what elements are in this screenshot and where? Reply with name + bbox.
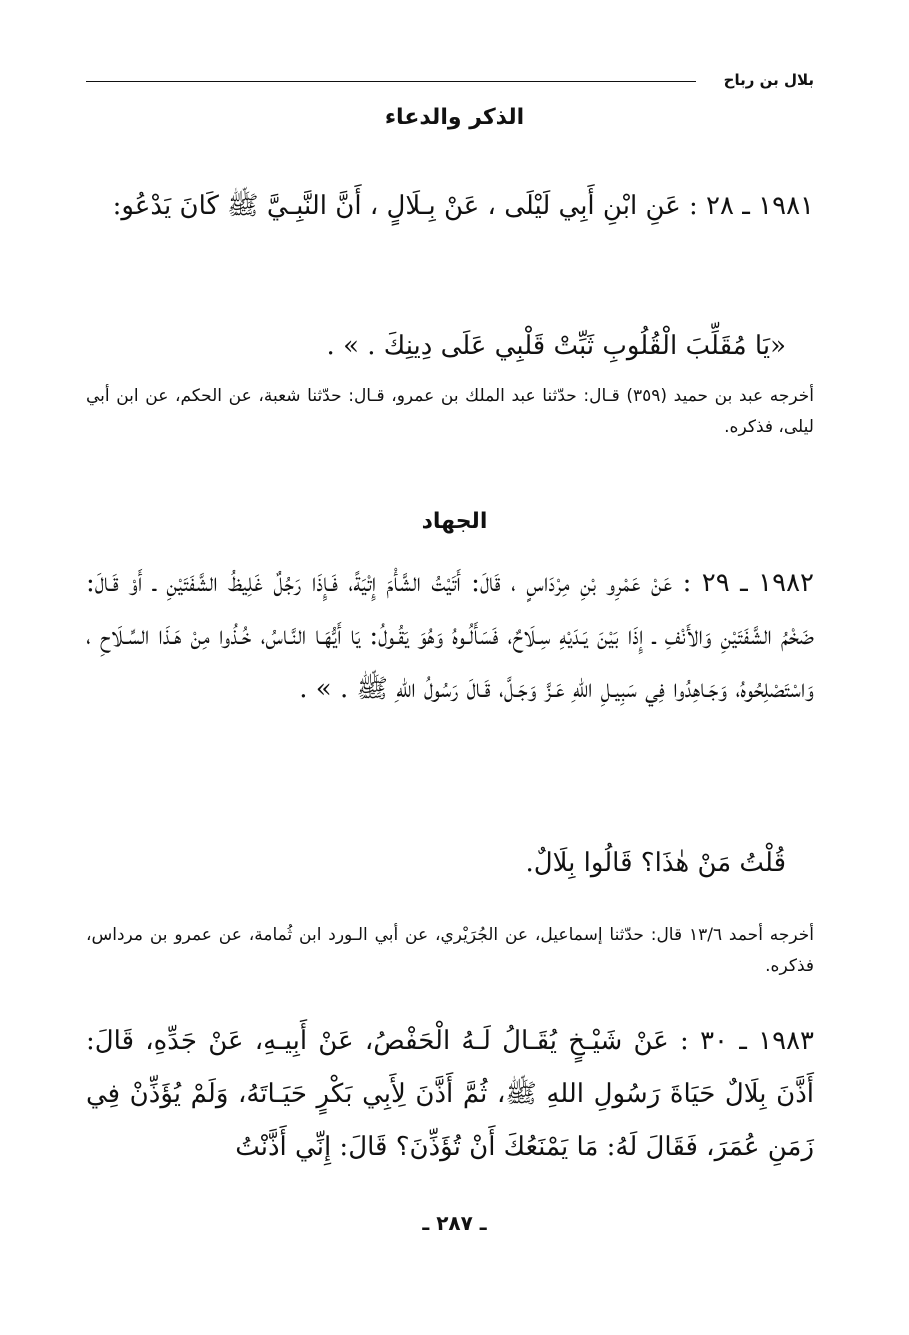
hadith-1982-question: قُلْتُ مَنْ هٰذَا؟ قَالُوا بِلَالٌ. xyxy=(525,848,786,878)
hadith-1983-text: ١٩٨٣ ـ ٣٠ : عَنْ شَيْـخٍ يُقَـالُ لَـهُ الْحَفْصُ، عَنْ أَبِيـهِ، عَنْ جَدِّهِ، قَالَ: أَذَّنَ بِلَالٌ حَيَاةَ رَسُولِ اللهِ ﷺ، ثُمَّ أَذَّنَ لِأَبِي بَكْرٍ حَيَـاتَهُ، وَلَمْ يُؤَذِّنْ فِي زَمَنِ عُمَرَ، فَقَالَ لَهُ: مَا يَمْنَعُكَ أَنْ تُؤَذِّنَ؟ قَالَ: إِنِّي أَذَّنْتُ xyxy=(86,1026,814,1162)
hadith-1982-text: ١٩٨٢ ـ ٢٩ : عَنْ عَمْرِو بْنِ مِرْدَاسٍ ، قَالَ: أَتَيْتُ الشَّأْمَ إِتْيَةً، فَـإِذَا رَجُلٌ غَلِيظُ الشَّفَتَيْنِ ـ أَوْ قَـالَ: ضَخْمُ الشَّفَتَيْنِ وَالأَنْفِ ـ إِذَا بَيْنَ يَـدَيْهِ سِـلَاحٌ، فَسَأَلُـوهُ وَهُوَ يَقُـولُ: يَا أَيُّهَـا النَّـاسُ، خُـذُوا مِنْ هَـذَا السِّـلَاحِ ، وَاسْتَصْلِحُوهُ، وَجَـاهِدُوا فِي سَبِيـلِ اللهِ عَـزَّ وَجَـلَّ، قَـالَ رَسُولُ اللهِ ﷺ . » . xyxy=(86,568,814,704)
page-number: ـ ٢٨٧ ـ xyxy=(422,1211,487,1235)
hadith-1982-source: أخرجه أحمد ١٣/٦ قال: حدّثنا إسماعيل، عن الجُرَيْري، عن أبي الـورد ابن ثُمامة، عن عمرو بن مرداس، فذكره. xyxy=(86,925,814,976)
hadith-1981-text: ١٩٨١ ـ ٢٨ : عَنِ ابْنِ أَبِي لَيْلَى ، عَنْ بِـلَالٍ ، أَنَّ النَّبِـيَّ ﷺ كَانَ يَدْعُو: xyxy=(112,191,814,221)
running-header xyxy=(86,68,814,96)
header-rule xyxy=(86,81,696,82)
section-heading-dhikr: الذكر والدعاء xyxy=(384,105,525,130)
running-head-title: بلال بن رباح xyxy=(723,71,814,89)
section-heading-jihad: الجهاد xyxy=(421,509,488,534)
hadith-1981-source: أخرجه عبد بن حميد (٣٥٩) قـال: حدّثنا عبد الملك بن عمرو، قـال: حدّثنا شعبة، عن الحكم، عن ابن أبي ليلى، فذكره. xyxy=(86,386,815,437)
hadith-1981-quote: «يَا مُقَلِّبَ الْقُلُوبِ ثَبِّتْ قَلْبِي عَلَى دِينِكَ . » . xyxy=(326,331,786,361)
